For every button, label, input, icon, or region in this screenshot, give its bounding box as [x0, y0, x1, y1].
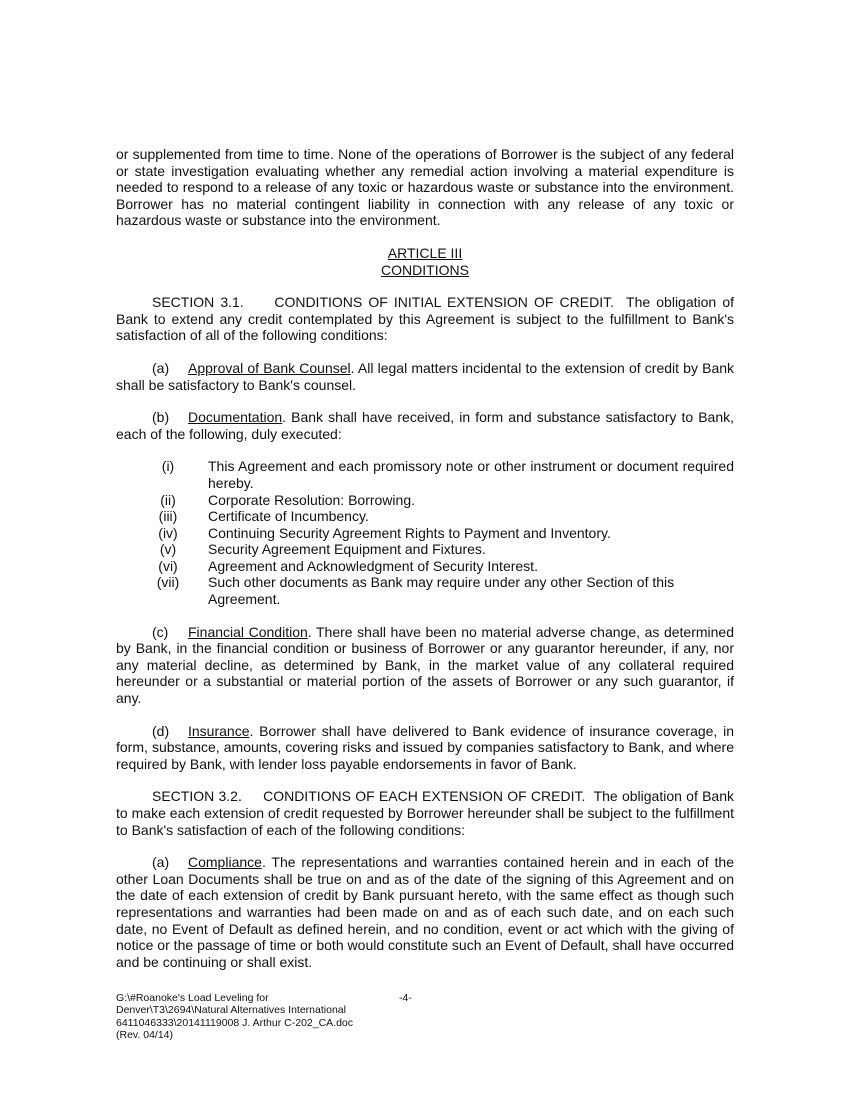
page-number: -4-	[399, 992, 412, 1004]
section-3-1-b-title: Documentation	[188, 409, 283, 426]
article-number: ARTICLE III	[387, 244, 463, 261]
section-3-2-text: The obligation of Bank to make each extension of credit requested by Borrower hereunder shall be subject to the fulfillment to Bank's satisfaction of each of the following conditions:	[116, 788, 734, 838]
footer-path-line: G:\#Roanoke's Load Leveling for	[116, 992, 269, 1004]
section-3-2-label: SECTION 3.2.	[152, 788, 242, 805]
intro-paragraph: or supplemented from time to time. None of the operations of Borrower is the subject of any federal or state investigation evaluating whether any remedial action involving a material expenditure is needed to respond to a release of any toxic or hazardous waste or substance into the environment. Borrower has no material contingent liability in connection with any release of any toxic or hazardous waste or substance into the environment.	[116, 146, 734, 229]
list-item-number: (i)	[161, 458, 175, 475]
section-3-1-a-label: (a)	[152, 359, 170, 376]
section-3-1-a	[116, 360, 734, 393]
list-item	[116, 458, 734, 491]
section-3-2-a-label: (a)	[152, 854, 170, 871]
section-3-1-b-label: (b)	[152, 409, 170, 426]
documents-list	[116, 458, 734, 607]
list-item	[116, 541, 734, 558]
list-item-text: Corporate Resolution: Borrowing.	[208, 491, 415, 508]
section-3-1-b-text: . Bank shall have received, in form and substance satisfactory to Bank, each of the following, duly executed:	[116, 409, 734, 442]
section-3-2-a	[116, 854, 734, 970]
section-3-1-c	[116, 624, 734, 707]
section-3-1-label: SECTION 3.1.	[152, 294, 244, 311]
list-item-text: Agreement and Acknowledgment of Security Interest.	[208, 557, 538, 574]
section-3-2	[116, 788, 734, 838]
section-3-1-d-title: Insurance	[188, 722, 250, 739]
list-item-number: (vi)	[158, 557, 178, 574]
list-item	[116, 508, 734, 525]
section-3-1-c-text: . There shall have been no material adverse change, as determined by Bank, in the financial condition or business of Borrower or any guarantor hereunder, if any, nor any material decline, as determined by Bank, in the market value of any collateral required hereunder or a substantial or material portion of the assets of Borrower or any such guarantor, if any.	[116, 623, 734, 707]
list-item	[116, 492, 734, 509]
list-item-number: (vii)	[156, 574, 180, 591]
section-3-1-text: The obligation of Bank to extend any credit contemplated by this Agreement is subject to the fulfillment to Bank's satisfaction of all of the following conditions:	[116, 294, 734, 344]
section-3-1	[116, 294, 734, 344]
section-3-1-d-label: (d)	[152, 722, 170, 739]
footer-path-line: Denver\T3\2694\Natural Alternatives International	[116, 1004, 346, 1017]
document-page	[116, 0, 734, 970]
section-3-1-d-text: . Borrower shall have delivered to Bank evidence of insurance coverage, in form, substance, amounts, covering risks and issued by companies satisfactory to Bank, and where required by Bank, with lender loss payable endorsements in favor of Bank.	[116, 722, 734, 772]
article-heading	[116, 245, 734, 278]
list-item-text: This Agreement and each promissory note or other instrument or document required hereby.	[208, 458, 734, 491]
list-item	[116, 558, 734, 575]
list-item-number: (iv)	[158, 524, 178, 541]
section-3-1-a-text: . All legal matters incidental to the extension of credit by Bank shall be satisfactory to Bank's counsel.	[116, 359, 735, 393]
list-item-text: Security Agreement Equipment and Fixtures.	[208, 541, 486, 558]
list-item-text: Such other documents as Bank may require under any other Section of this Agreement.	[208, 574, 675, 608]
section-3-1-d	[116, 723, 734, 773]
document-footer	[116, 992, 353, 1041]
list-item-number: (ii)	[160, 491, 176, 508]
footer-revision: (Rev. 04/14)	[116, 1028, 173, 1041]
section-3-1-c-title: Financial Condition	[188, 623, 308, 640]
section-3-2-a-text: . The representations and warranties contained herein and in each of the other Loan Documents shall be true on and as of the date of the signing of this Agreement and on the date of each extension of credit by Bank pursuant hereto, with the same effect as though such representations and warranties had been made on and as of each such date, and on each such date, no Event of Default as defined herein, and no condition, event or act which with the giving of notice or the passage of time or both would constitute such an Event of Default, shall have occurred and be continuing or shall exist.	[116, 854, 734, 970]
list-item-number: (iii)	[158, 508, 178, 525]
section-3-1-a-title: Approval of Bank Counsel	[188, 359, 351, 376]
list-item	[116, 574, 734, 607]
section-3-1-heading: CONDITIONS OF INITIAL EXTENSION OF CREDIT.	[274, 294, 615, 311]
list-item-text: Continuing Security Agreement Rights to Payment and Inventory.	[208, 524, 611, 541]
article-title: CONDITIONS	[381, 261, 469, 278]
section-3-2-a-title: Compliance	[188, 854, 262, 871]
list-item	[116, 525, 734, 542]
section-3-1-c-label: (c)	[152, 623, 169, 640]
list-item-number: (v)	[159, 541, 177, 558]
section-3-2-heading: CONDITIONS OF EACH EXTENSION OF CREDIT.	[263, 788, 586, 805]
list-item-text: Certificate of Incumbency.	[208, 508, 369, 525]
section-3-1-b	[116, 409, 734, 442]
footer-path-line: 6411046333\20141119008 J. Arthur C-202_CA.doc	[116, 1016, 354, 1029]
